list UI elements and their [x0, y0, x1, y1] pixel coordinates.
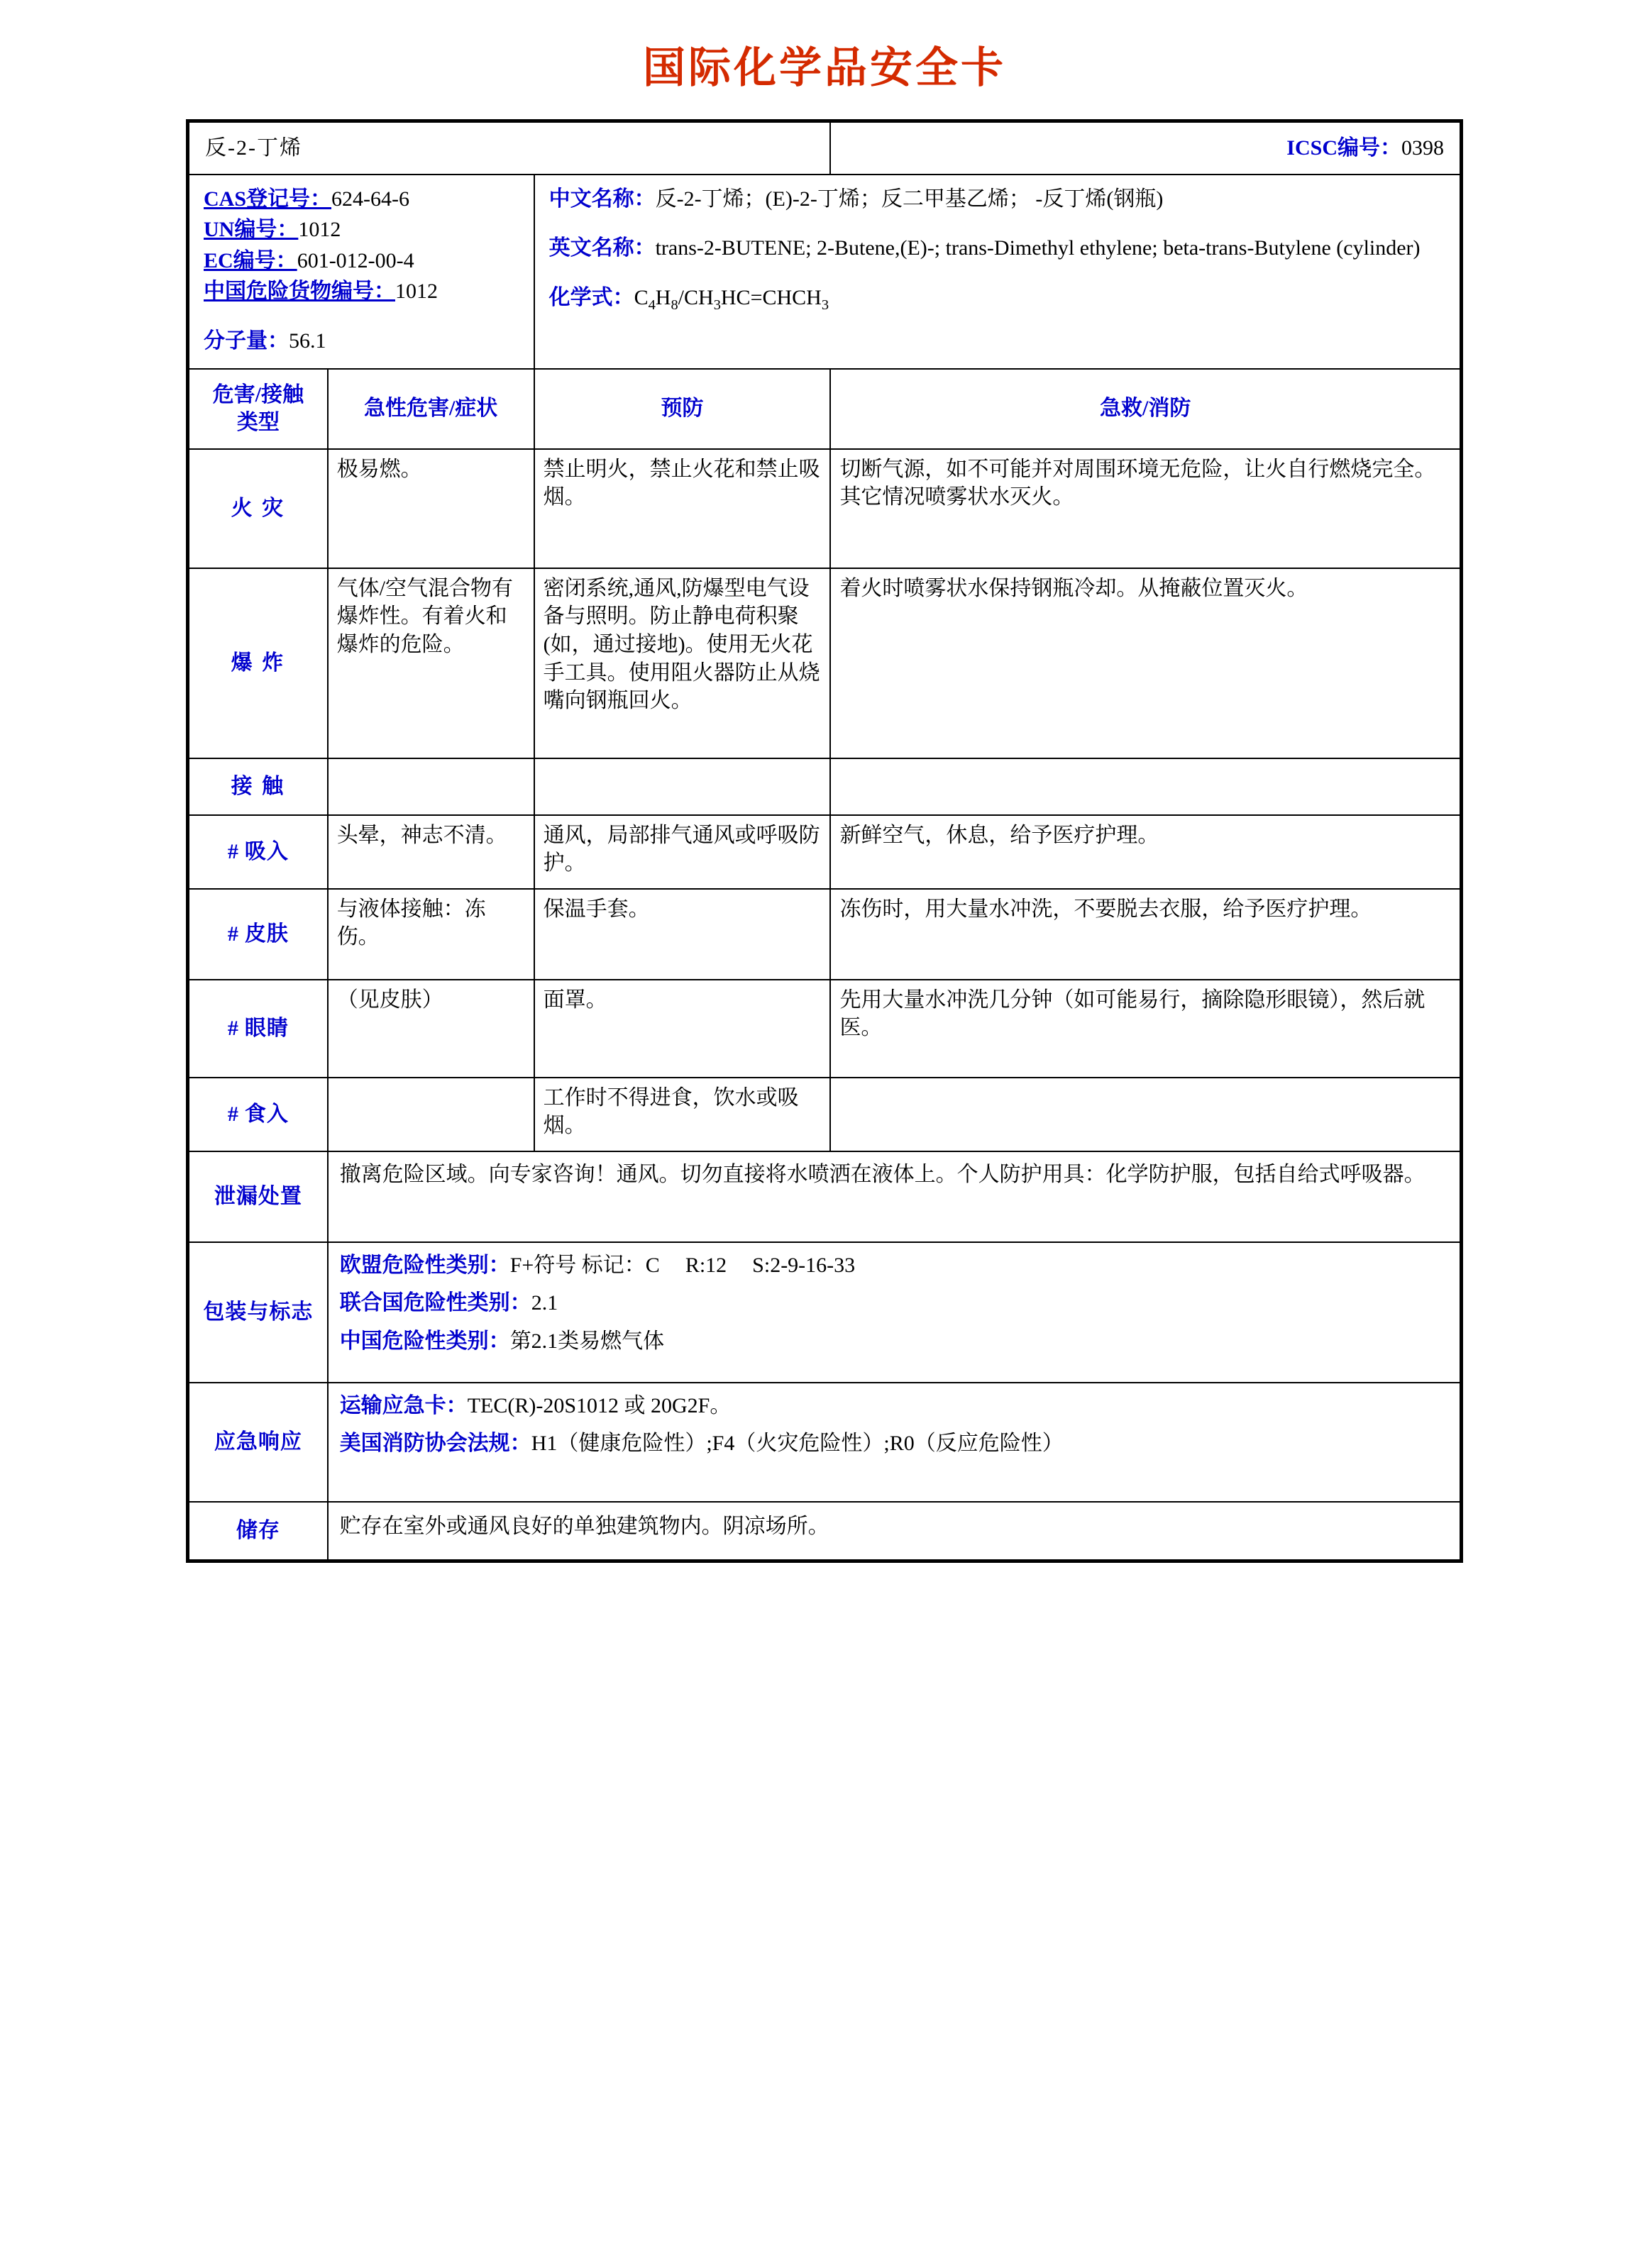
hash-marker-icon: #: [227, 922, 239, 946]
packaging-cn-label: 中国危险性类别：: [339, 1329, 510, 1353]
cell-exposure-prevention: [534, 758, 831, 815]
formula-s3: 3: [713, 297, 721, 313]
cn-name-value: 反-2-丁烯；(E)-2-丁烯；反二甲基乙烯； -反丁烯(钢瓶): [655, 187, 1164, 211]
table-row: [189, 1502, 1460, 1560]
table-row: [189, 1242, 1460, 1383]
ec-label: EC编号：: [204, 248, 297, 272]
formula-label: 化学式：: [548, 285, 634, 309]
table-row: [189, 1383, 1460, 1502]
ident-right-spacer: [549, 216, 1445, 231]
cell-spill-text: 撤离危险区域。向专家咨询！通风。切勿直接将水喷洒在液体上。个人防护用具：化学防护服，包括自给式呼吸器。: [328, 1151, 1460, 1242]
identification-right: [534, 175, 1460, 369]
row-label-ingestion-text: 食入: [244, 1102, 289, 1126]
cell-ingestion-firstaid: [830, 1078, 1460, 1151]
emergency-transport-line: [340, 1392, 1448, 1420]
row-label-packaging: 包装与标志: [189, 1242, 328, 1383]
cn-dangerous-line: [204, 277, 519, 306]
icsc-card: [186, 119, 1463, 1563]
row-label-ingestion: [189, 1078, 328, 1151]
table-row: [189, 758, 1460, 815]
cell-inhalation-firstaid: 新鲜空气，休息，给予医疗护理。: [830, 815, 1460, 889]
cell-skin-prevention: 保温手套。: [534, 889, 831, 980]
formula-p3: /CH: [678, 285, 714, 309]
icsc-value: 0398: [1401, 136, 1444, 160]
icsc-number-cell: [830, 122, 1460, 175]
cell-fire-prevention: 禁止明火，禁止火花和禁止吸烟。: [534, 449, 831, 568]
row-label-inhalation-text: 吸入: [244, 839, 289, 863]
cell-storage-text: 贮存在室外或通风良好的单独建筑物内。阴凉场所。: [328, 1502, 1460, 1560]
emergency-transport-value: TEC(R)-20S1012 或 20G2F。: [467, 1393, 732, 1417]
packaging-eu-r: R:12: [685, 1253, 727, 1277]
cas-line: [204, 185, 519, 214]
cell-skin-firstaid: 冻伤时，用大量水冲洗，不要脱去衣服，给予医疗护理。: [830, 889, 1460, 980]
table-row: [189, 815, 1460, 889]
cell-eyes-firstaid: 先用大量水冲洗几分钟（如可能易行，摘除隐形眼镜），然后就医。: [830, 980, 1460, 1078]
cell-packaging: [328, 1242, 1460, 1383]
row-label-exposure: 接 触: [189, 758, 328, 815]
emergency-nfpa-value: H1（健康危险性）;F4（火灾危险性）;R0（反应危险性）: [531, 1432, 1064, 1456]
row-label-skin-text: 皮肤: [244, 922, 289, 946]
cell-exposure-firstaid: [830, 758, 1460, 815]
hash-marker-icon: #: [227, 839, 239, 863]
un-label: UN编号：: [204, 218, 299, 242]
cell-explosion-prevention: 密闭系统,通风,防爆型电气设备与照明。防止静电荷积聚(如，通过接地)。使用无火花手工具。使用阻火器防止从烧嘴向钢瓶回火。: [534, 568, 831, 758]
row-label-storage: 储存: [189, 1502, 328, 1560]
table-row: [189, 449, 1460, 568]
header-row: [189, 122, 1460, 175]
emergency-nfpa-line: [340, 1429, 1448, 1458]
table-row: [189, 889, 1460, 980]
packaging-eu-line: [340, 1251, 1448, 1280]
en-name-value: trans-2-BUTENE; 2-Butene,(E)-; trans-Dimethyl ethylene; beta-trans-Butylene (cylinder): [655, 236, 1421, 260]
cell-eyes-hazard: （见皮肤）: [328, 980, 534, 1078]
ident-right-spacer2: [549, 265, 1445, 281]
column-header-row: [189, 369, 1460, 449]
emergency-nfpa-label: 美国消防协会法规：: [339, 1432, 531, 1456]
mw-value: 56.1: [289, 328, 326, 353]
column-header-hazard: 急性危害/症状: [328, 369, 534, 449]
table-row: [189, 1151, 1460, 1242]
cell-fire-firstaid: 切断气源，如不可能并对周围环境无危险，让火自行燃烧完全。其它情况喷雾状水灭火。: [830, 449, 1460, 568]
packaging-un-value: 2.1: [531, 1291, 558, 1315]
formula-value: [634, 285, 829, 313]
en-name-line: [549, 234, 1445, 262]
formula-s4: 3: [821, 297, 829, 313]
cas-label: CAS登记号：: [204, 187, 332, 211]
packaging-un-line: [340, 1289, 1448, 1317]
cell-eyes-prevention: 面罩。: [534, 980, 831, 1078]
packaging-cn-value: 第2.1类易燃气体: [509, 1329, 665, 1353]
page: [0, 34, 1649, 1563]
identification-left: [189, 175, 534, 369]
cell-emergency: [328, 1383, 1460, 1502]
mw-line: [204, 327, 519, 355]
row-label-fire: 火 灾: [189, 449, 328, 568]
formula-line: [549, 284, 1445, 315]
cn-dangerous-value: 1012: [395, 280, 438, 304]
packaging-cn-line: [340, 1327, 1448, 1356]
cell-skin-hazard: 与液体接触：冻伤。: [328, 889, 534, 980]
column-header-type-line2: 类型: [236, 411, 280, 435]
cn-name-label: 中文名称：: [548, 187, 656, 211]
table-row: [189, 568, 1460, 758]
en-name-label: 英文名称：: [548, 236, 656, 260]
mw-label: 分子量：: [204, 328, 289, 353]
cell-ingestion-hazard: [328, 1078, 534, 1151]
column-header-prevention: 预防: [534, 369, 831, 449]
cell-fire-hazard: 极易燃。: [328, 449, 534, 568]
column-header-type: [189, 369, 328, 449]
row-label-eyes: [189, 980, 328, 1078]
column-header-type-line1: 危害/接触: [212, 382, 304, 406]
formula-p2: H: [655, 285, 671, 309]
identification-row: [189, 175, 1460, 369]
cas-value: 624-64-6: [331, 187, 409, 211]
row-label-eyes-text: 眼睛: [244, 1016, 289, 1040]
substance-name: 反-2-丁烯: [189, 122, 830, 175]
cell-explosion-firstaid: 着火时喷雾状水保持钢瓶冷却。从掩蔽位置灭火。: [830, 568, 1460, 758]
cell-exposure-hazard: [328, 758, 534, 815]
formula-p1: C: [634, 285, 649, 309]
packaging-un-label: 联合国危险性类别：: [339, 1291, 531, 1315]
cn-name-line: [549, 185, 1445, 214]
packaging-eu-s: S:2-9-16-33: [752, 1253, 856, 1277]
table-row: [189, 1078, 1460, 1151]
page-title: 国际化学品安全卡: [643, 43, 1006, 93]
row-label-spill: 泄漏处置: [189, 1151, 328, 1242]
cell-inhalation-prevention: 通风，局部排气通风或呼吸防护。: [534, 815, 831, 889]
packaging-eu-label: 欧盟危险性类别：: [339, 1253, 510, 1277]
row-label-inhalation: [189, 815, 328, 889]
cell-ingestion-prevention: 工作时不得进食，饮水或吸烟。: [534, 1078, 831, 1151]
hash-marker-icon: #: [227, 1016, 239, 1040]
cell-explosion-hazard: 气体/空气混合物有爆炸性。有着火和爆炸的危险。: [328, 568, 534, 758]
cn-dangerous-label: 中国危险货物编号：: [204, 280, 395, 304]
formula-p4: HC=CHCH: [720, 285, 822, 309]
row-label-skin: [189, 889, 328, 980]
ec-value: 601-012-00-4: [297, 248, 414, 272]
packaging-eu-value: F+符号 标记：C: [509, 1253, 660, 1277]
icsc-table: [188, 121, 1461, 1561]
formula-s1: 4: [648, 297, 656, 313]
icsc-label: ICSC编号：: [1286, 136, 1401, 160]
row-label-emergency: 应急响应: [189, 1383, 328, 1502]
emergency-transport-label: 运输应急卡：: [339, 1393, 468, 1417]
ident-spacer: [204, 309, 519, 324]
row-label-explosion: 爆 炸: [189, 568, 328, 758]
column-header-firstaid: 急救/消防: [830, 369, 1460, 449]
un-value: 1012: [298, 218, 341, 242]
hash-marker-icon: #: [227, 1102, 239, 1126]
formula-s2: 8: [671, 297, 678, 313]
table-row: [189, 980, 1460, 1078]
cell-inhalation-hazard: 头晕，神志不清。: [328, 815, 534, 889]
ec-line: [204, 247, 519, 275]
un-line: [204, 216, 519, 244]
